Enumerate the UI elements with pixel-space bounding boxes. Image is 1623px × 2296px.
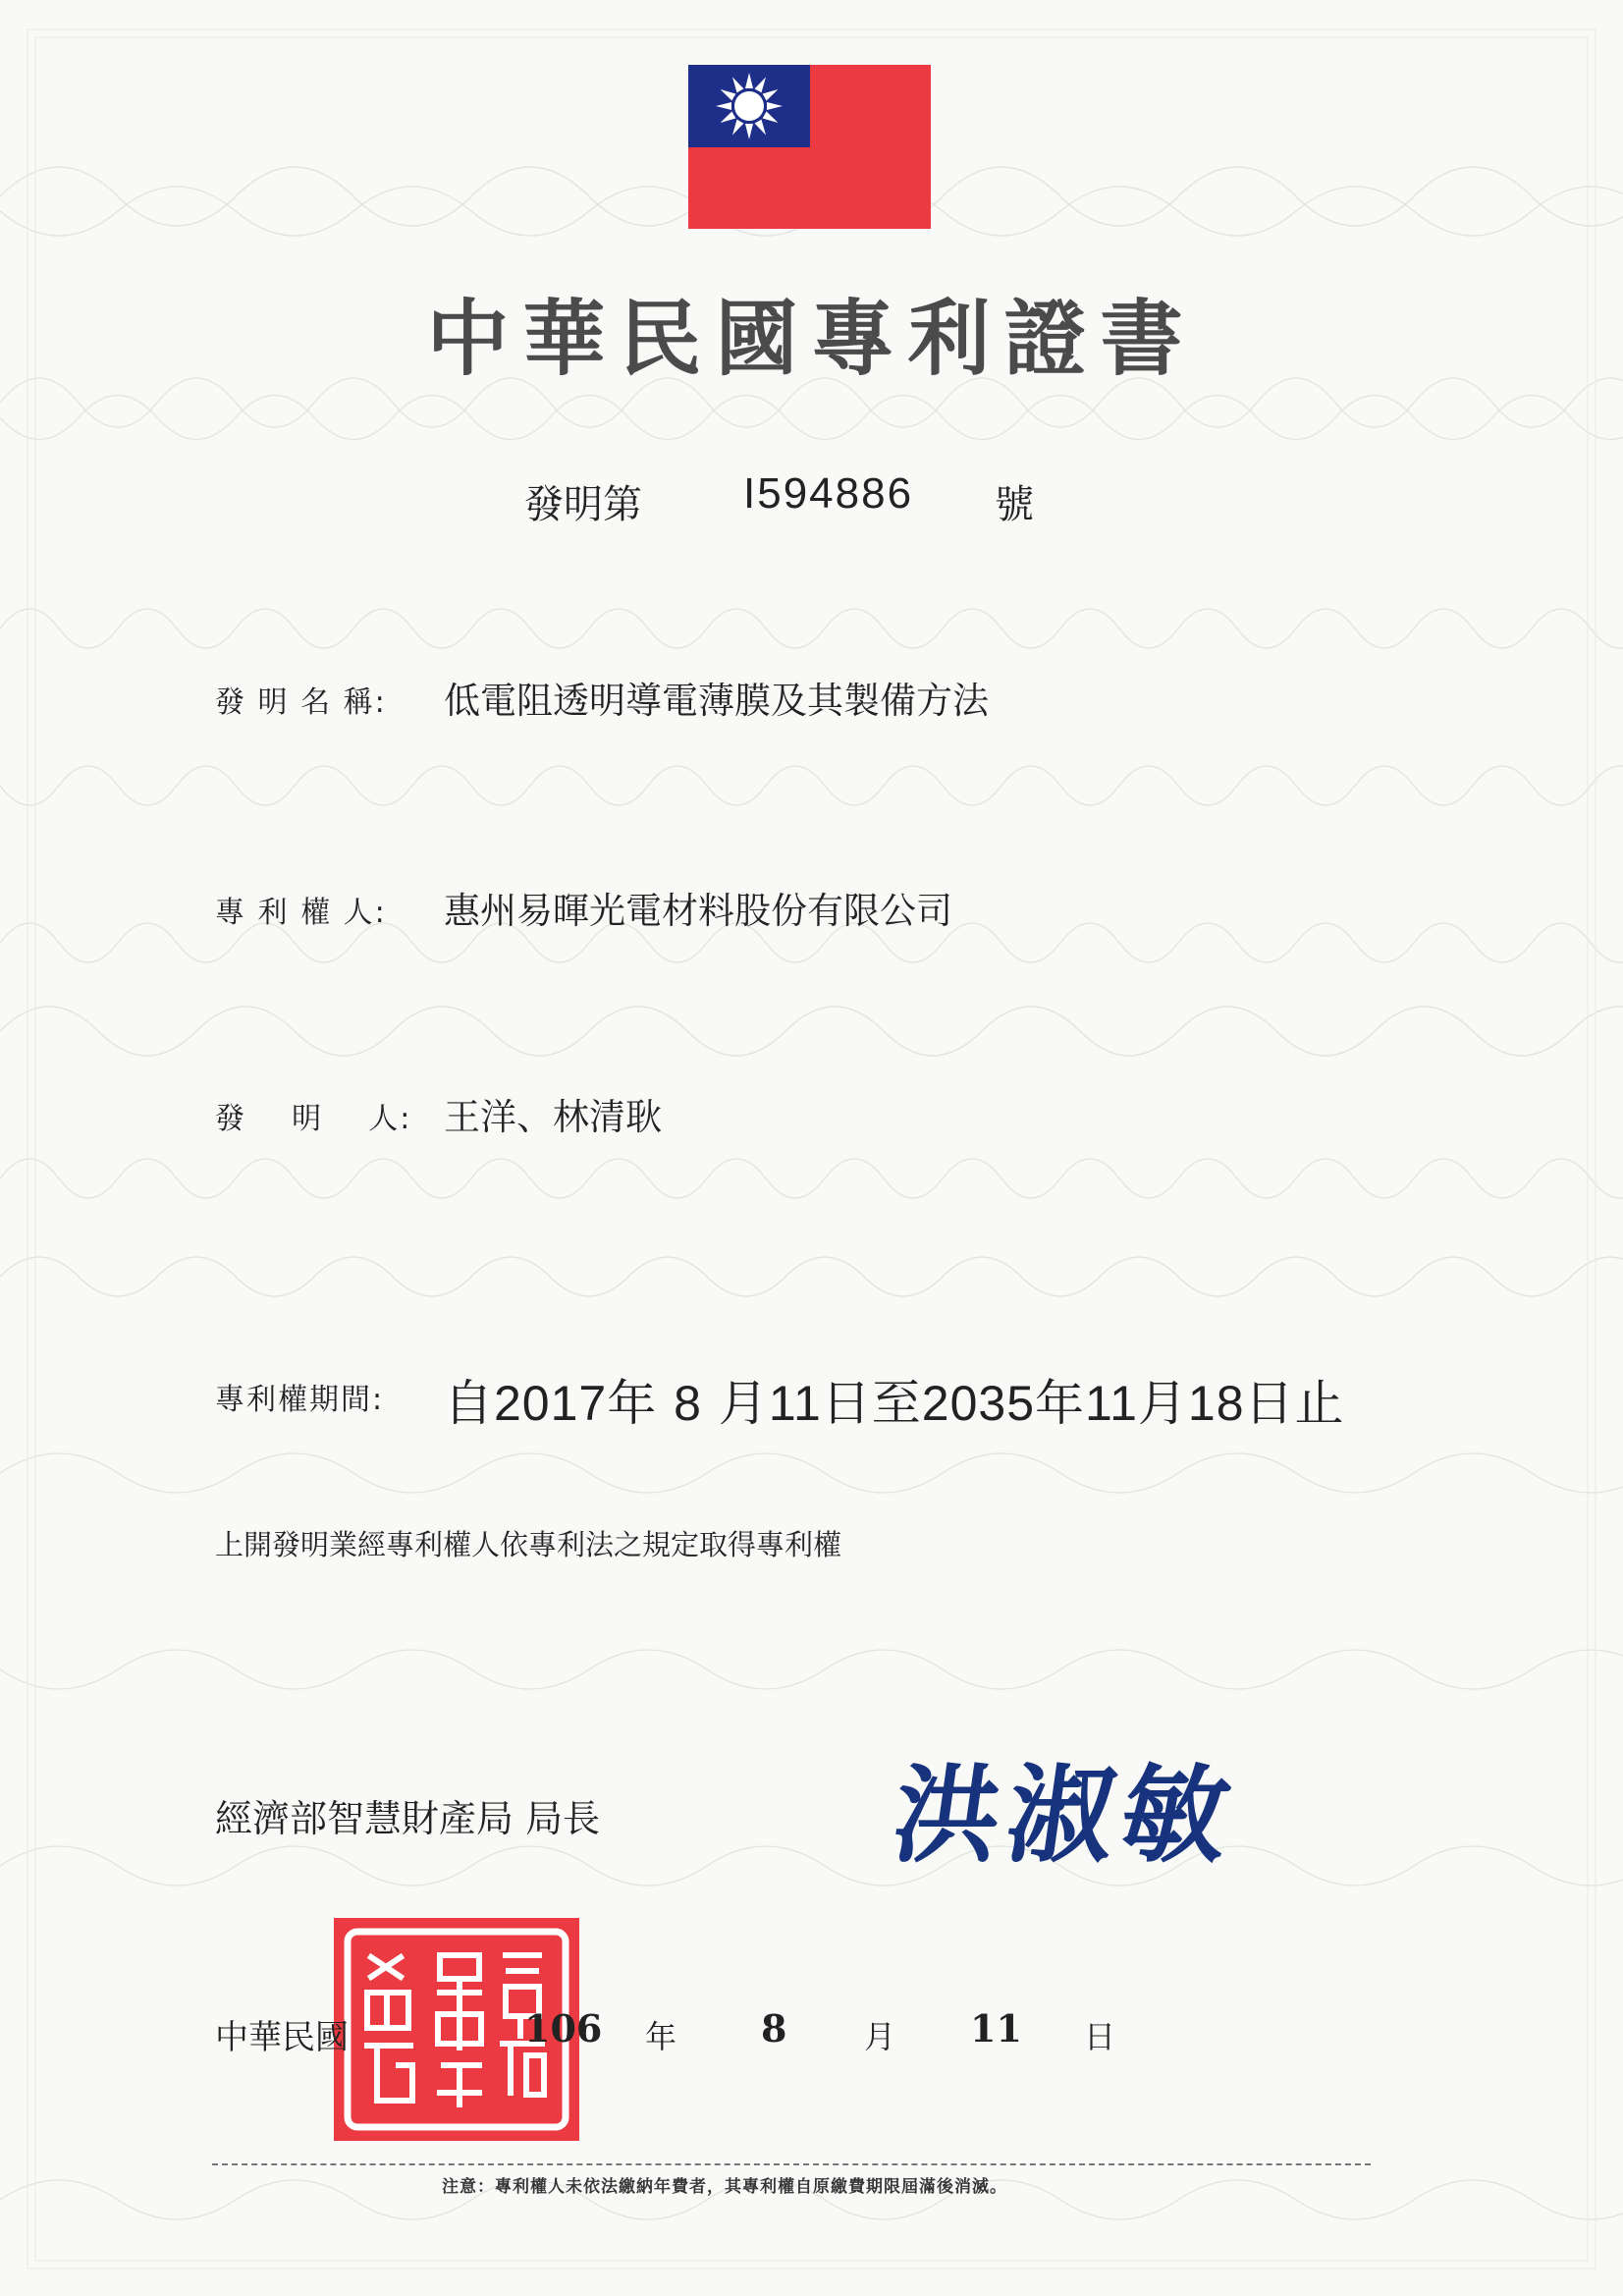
term-to-year: 2035 bbox=[921, 1376, 1035, 1431]
term-to-year-unit: 年 bbox=[1035, 1375, 1085, 1432]
patent-term-value bbox=[444, 1364, 1345, 1435]
patentee-value: 惠州易暉光電材料股份有限公司 bbox=[444, 890, 952, 932]
term-from-year: 2017 bbox=[494, 1376, 608, 1431]
patent-term-label: 專利權期間: bbox=[215, 1383, 385, 1417]
issue-date-year-unit: 年 bbox=[645, 2018, 677, 2055]
grant-statement: 上開發明業經專利權人依專利法之規定取得專利權 bbox=[215, 1528, 842, 1561]
white-sun-icon bbox=[688, 65, 810, 147]
issue-date-month-unit: 月 bbox=[864, 2018, 896, 2055]
invention-name-value: 低電阻透明導電薄膜及其製備方法 bbox=[444, 680, 989, 722]
term-from-month: 8 bbox=[674, 1376, 702, 1431]
inventor-value: 王洋、林清耿 bbox=[444, 1096, 662, 1138]
patent-number-suffix: 號 bbox=[995, 482, 1034, 527]
flag-canton bbox=[688, 65, 810, 147]
term-from-year-unit: 年 bbox=[607, 1375, 658, 1432]
patent-number-prefix: 發明第 bbox=[524, 482, 642, 527]
term-to-month-unit: 月 bbox=[1137, 1375, 1188, 1432]
national-flag bbox=[688, 65, 931, 229]
term-from-word: 自 bbox=[444, 1375, 494, 1432]
footer-divider bbox=[212, 2163, 1371, 2165]
inventor-label: 發 明 人: bbox=[215, 1102, 412, 1136]
issue-date-era: 中華民國 bbox=[215, 2018, 349, 2057]
certificate-title: 中華民國專利證書 bbox=[426, 290, 1197, 387]
term-from-day-unit: 日 bbox=[821, 1375, 872, 1432]
issuing-office: 經濟部智慧財產局 局長 bbox=[215, 1797, 601, 1840]
term-end-word: 止 bbox=[1294, 1375, 1345, 1432]
issue-date-day-unit: 日 bbox=[1084, 2018, 1116, 2055]
patentee-label: 專 利 權 人: bbox=[215, 896, 387, 930]
director-signature: 洪淑敏 bbox=[885, 1754, 1245, 1878]
term-to-day: 18 bbox=[1187, 1376, 1245, 1431]
term-from-month-unit: 月 bbox=[718, 1375, 769, 1432]
invention-name-label: 發 明 名 稱: bbox=[215, 685, 387, 720]
issue-date-month: 8 bbox=[761, 2006, 787, 2050]
issue-date-year: 106 bbox=[524, 2006, 603, 2050]
term-to-word: 至 bbox=[871, 1375, 922, 1432]
issue-date-day: 11 bbox=[970, 2006, 1022, 2050]
term-to-month: 11 bbox=[1085, 1376, 1138, 1431]
patent-number: I594886 bbox=[743, 469, 914, 518]
footnote: 注意：專利權人未依法繳納年費者，其專利權自原繳費期限屆滿後消滅。 bbox=[442, 2177, 1007, 2197]
term-from-day: 11 bbox=[768, 1376, 822, 1431]
term-to-day-unit: 日 bbox=[1244, 1375, 1295, 1432]
